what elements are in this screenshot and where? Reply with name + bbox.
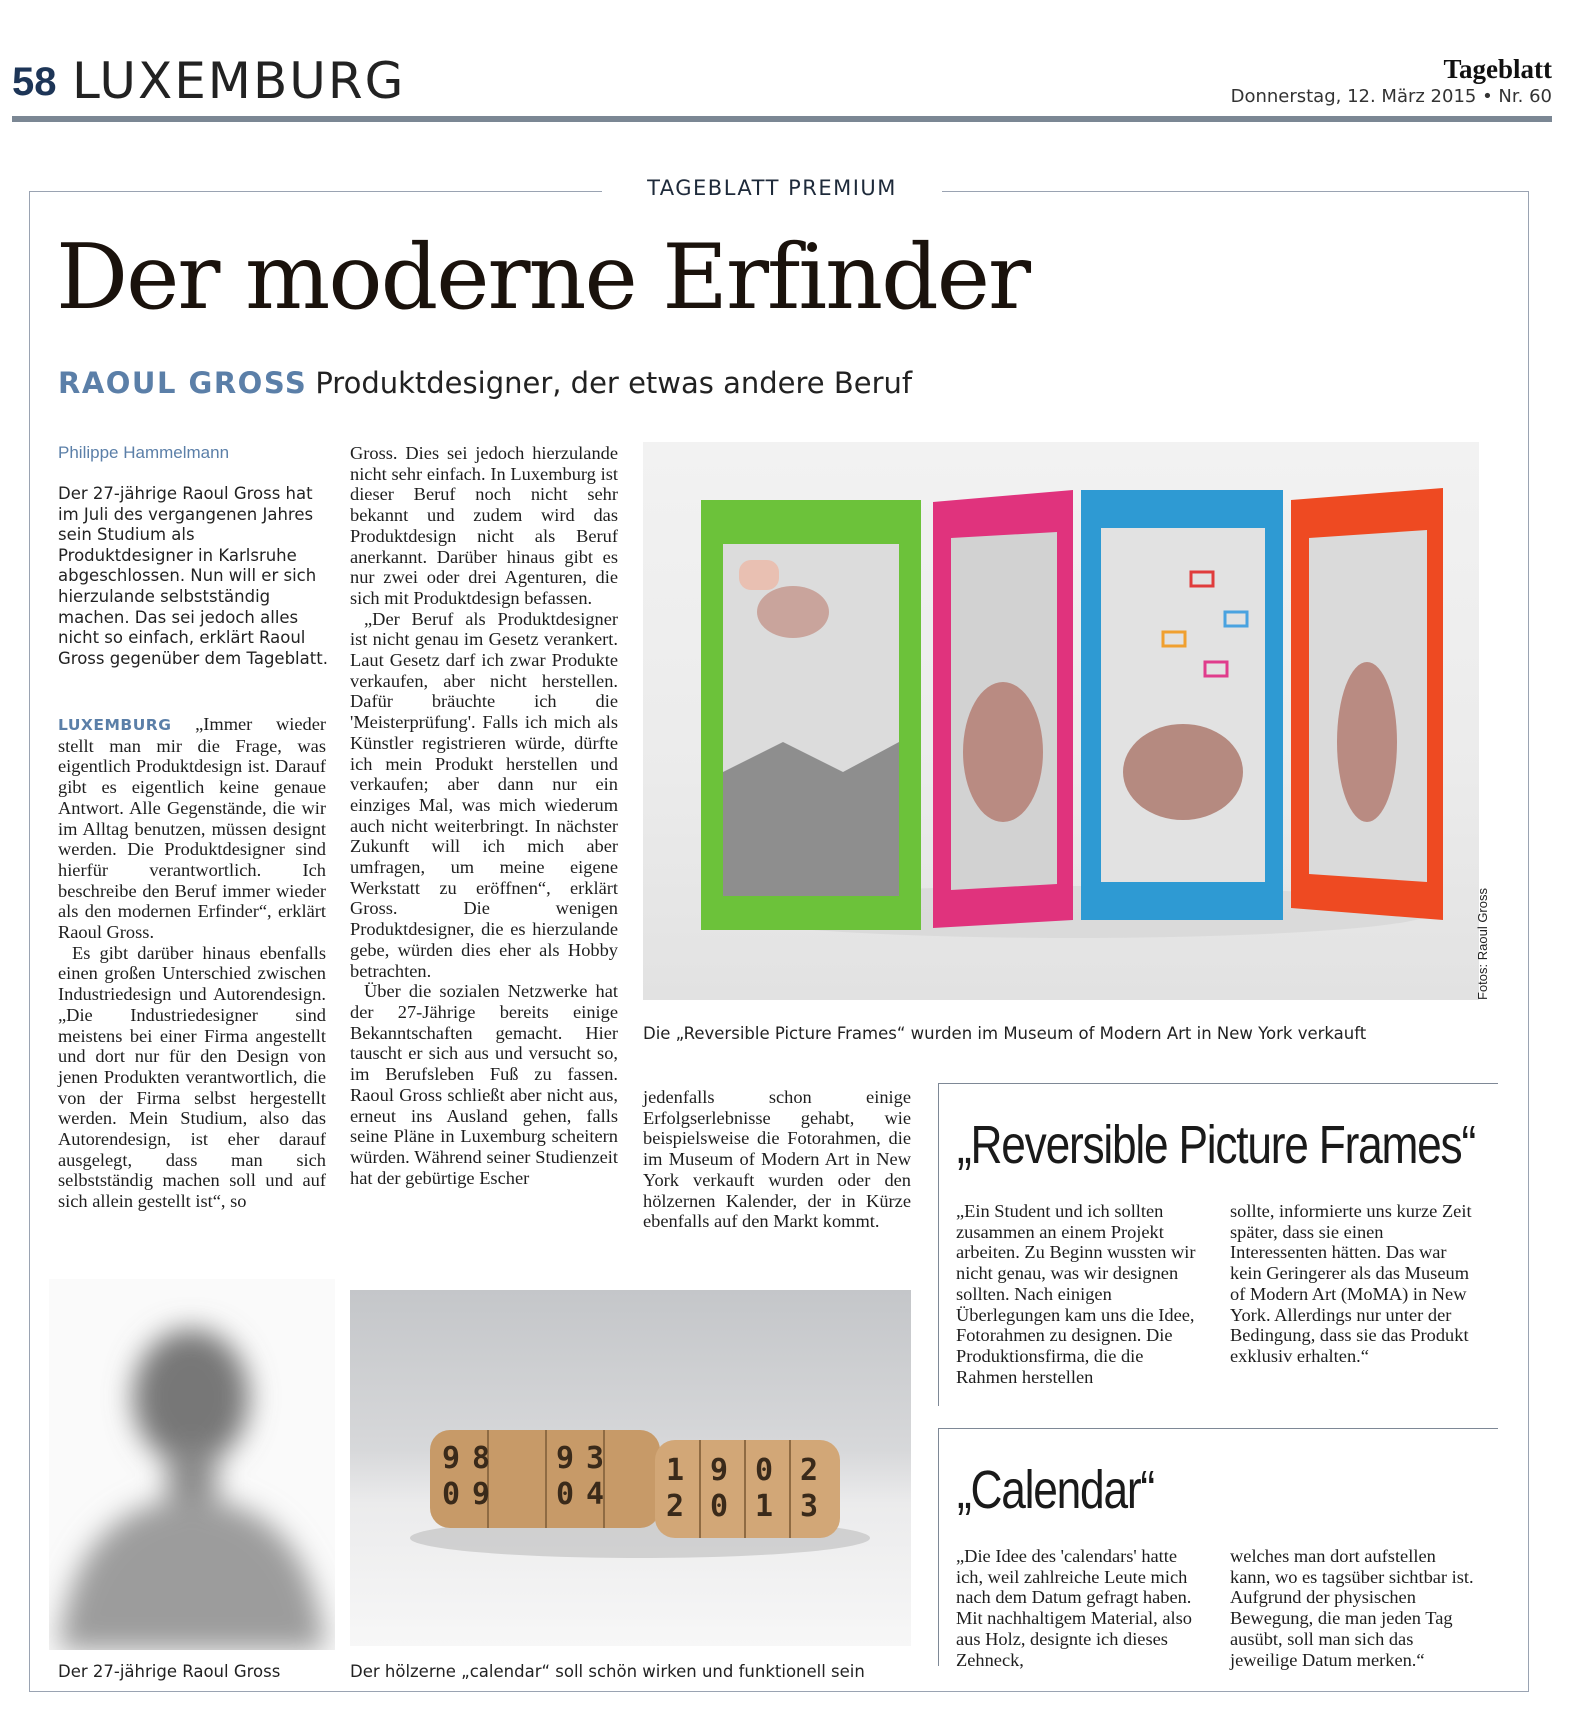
digit: 1: [666, 1453, 685, 1488]
portrait-photo: [49, 1279, 335, 1650]
digit: 9: [472, 1477, 491, 1512]
calendar-photo: [350, 1290, 911, 1646]
masthead-rule: [12, 116, 1552, 122]
digit: 0: [442, 1477, 461, 1512]
digit: 3: [586, 1441, 605, 1476]
body-paragraph: Es gibt darüber hinaus ebenfalls einen großen Unterschied zwischen Industriedesign und Autorendesign. „Die Industriedesigner sind meistens bei einer Firma angestellt und dort nur für den Design von jenen Produkten verantwortlich, die von der Firma selbst hergestellt werden. Mein Studium, also das Autorendesign, ist eher darauf ausgelegt, dass man sich selbstständig machen soll und auf sich allein gestellt ist“, so: [58, 942, 326, 1212]
digit: 1: [755, 1489, 774, 1524]
body-paragraph: jedenfalls schon einige Erfolgserlebnisse gehabt, wie beispielsweise die Fotorahmen, die im Museum of Modern Art in New York verkauft wurden oder den hölzernen Kalender, der in Kürze ebenfalls auf den Markt kommt.: [643, 1087, 911, 1232]
box-text-left: „Ein Student und ich sollten zusammen an einem Projekt arbeiten. Zu Beginn wussten wir nicht genau, was wir designen sollten. Nach einigen Überlegungen kam uns die Idee, Fotorahmen zu designen. Die Produktionsfirma, die die Rahmen herstellen: [956, 1201, 1196, 1387]
body-paragraph: Gross. Dies sei jedoch hierzulande nicht sehr einfach. In Luxemburg ist dieser Beruf noch nicht sehr bekannt und zudem wird das Produktdesign nicht als Beruf anerkannt. Darüber hinaus gibt es nur zwei oder drei Agenturen, die sich mit Produktdesign befassen.: [350, 443, 618, 608]
box-text-right: sollte, informierte uns kurze Zeit später, dass sie einen Interessenten hätten. Das war kein Geringerer als das Museum of Modern Art (MoMA) in New York. Allerdings nur unter der Bedingung, dass sie das Produkt exklusiv erhalten.“: [1230, 1201, 1472, 1366]
digit: 9: [442, 1441, 461, 1476]
issue-date: Donnerstag, 12. März 2015 • Nr. 60: [1230, 86, 1552, 107]
digit: 4: [586, 1477, 605, 1512]
masthead: [12, 50, 1552, 120]
digit: 9: [556, 1441, 575, 1476]
body-paragraph: LUXEMBURG „Immer wieder stellt man mir die Frage, was eigentlich Produktdesign ist. Darauf gibt es eigentlich keine genaue Antwort. Alle Gegenstände, die wir im Alltag benutzen, müssen designt werden. Die Produktdesigner sind hierfür verantwortlich. Ich beschreibe den Beruf immer wieder als den modernen Erfinder“, erklärt Raoul Gross.: [58, 714, 326, 943]
headline: Der moderne Erfinder: [56, 225, 1029, 330]
calendar-photo-caption: Der hölzerne „calendar“ soll schön wirken und funktionell sein: [350, 1662, 865, 1681]
box-title: „Calendar“: [957, 1460, 1154, 1520]
reversible-frames-box: [938, 1083, 1498, 1406]
subhead-person: RAOUL GROSS: [58, 366, 308, 400]
dateline: LUXEMBURG: [58, 716, 172, 734]
kicker-label: TAGEBLATT PREMIUM: [602, 176, 942, 200]
digit: 2: [800, 1453, 819, 1488]
portrait-caption: Der 27-jährige Raoul Gross: [58, 1662, 281, 1681]
box-text-left: „Die Idee des 'calendars' hatte ich, weil zahlreiche Leute mich nach dem Datum gefragt haben. Mit nachhaltigem Material, also aus Holz, designte ich dieses Zehneck,: [956, 1546, 1192, 1670]
box-text-right: welches man dort aufstellen kann, wo es tagsüber sichtbar ist. Aufgrund der physischen Bewegung, die man jeden Tag ausübt, soll man sich das jeweilige Datum merken.“: [1230, 1546, 1474, 1670]
frames-photo-caption: Die „Reversible Picture Frames“ wurden im Museum of Modern Art in New York verkauft: [643, 1024, 1367, 1043]
byline: Philippe Hammelmann: [58, 443, 230, 462]
newspaper-name: Tageblatt: [1443, 54, 1552, 84]
picture-frames-illustration: [643, 442, 1479, 1000]
digit: 8: [472, 1441, 491, 1476]
body-column-1: [58, 714, 326, 1212]
section-title: LUXEMBURG: [72, 52, 406, 110]
page-number: 58: [12, 60, 57, 104]
photo-credit: Fotos: Raoul Gross: [1475, 888, 1490, 1000]
body-column-2: [350, 443, 618, 1188]
digit: 0: [755, 1453, 774, 1488]
subhead-tagline: Produktdesigner, der etwas andere Beruf: [315, 366, 913, 400]
body-column-3: [643, 1087, 911, 1232]
digit: 9: [710, 1453, 729, 1488]
intro-text: Der 27-jährige Raoul Gross hat im Juli des vergangenen Jahres sein Studium als Produktdesigner in Karlsruhe abgeschlossen. Nun will er sich hierzulande selbstständig machen. Das sei jedoch alles nicht so einfach, erklärt Raoul Gross gegenüber dem Tageblatt.: [58, 484, 328, 668]
calendar-box: [938, 1428, 1498, 1670]
box-title: „Reversible Picture Frames“: [957, 1115, 1475, 1175]
portrait-silhouette: [49, 1279, 335, 1650]
body-paragraph: Über die sozialen Netzwerke hat der 27-Jährige bereits einige Bekanntschaften gemacht. Hier tauscht er sich aus und versucht so, im Berufsleben Fuß zu fassen. Raoul Gross schließt aber nicht aus, erneut ins Ausland gehen, falls seine Pläne in Luxemburg scheitern würden. Während seiner Studienzeit hat der gebürtige Escher: [350, 981, 618, 1188]
digit: 0: [710, 1489, 729, 1524]
wooden-calendar-illustration: [350, 1290, 911, 1646]
digit: 3: [800, 1489, 819, 1524]
subheadline: [58, 366, 912, 400]
digit: 2: [666, 1489, 685, 1524]
digit: 0: [556, 1477, 575, 1512]
picture-frames-photo: [643, 442, 1479, 1000]
body-paragraph: „Der Beruf als Produktdesigner ist nicht genau im Gesetz verankert. Laut Gesetz darf ich zwar Produkte verkaufen, aber nicht herstellen. Dafür bräuchte ich die 'Meisterprüfung'. Falls ich mich als Künstler registrieren würde, dürfte ich mein Produkt herstellen und verkaufen; aber dann nur ein einziges Mal, was mich wiederum auch nicht weiterbringt. In nächster Zukunft will ich mich aber umfragen, um meine eigene Werkstatt zu eröffnen“, erklärt Gross. Die wenigen Produktdesigner, die es hierzulande gebe, würden dies eher als Hobby betrachten.: [350, 608, 618, 981]
